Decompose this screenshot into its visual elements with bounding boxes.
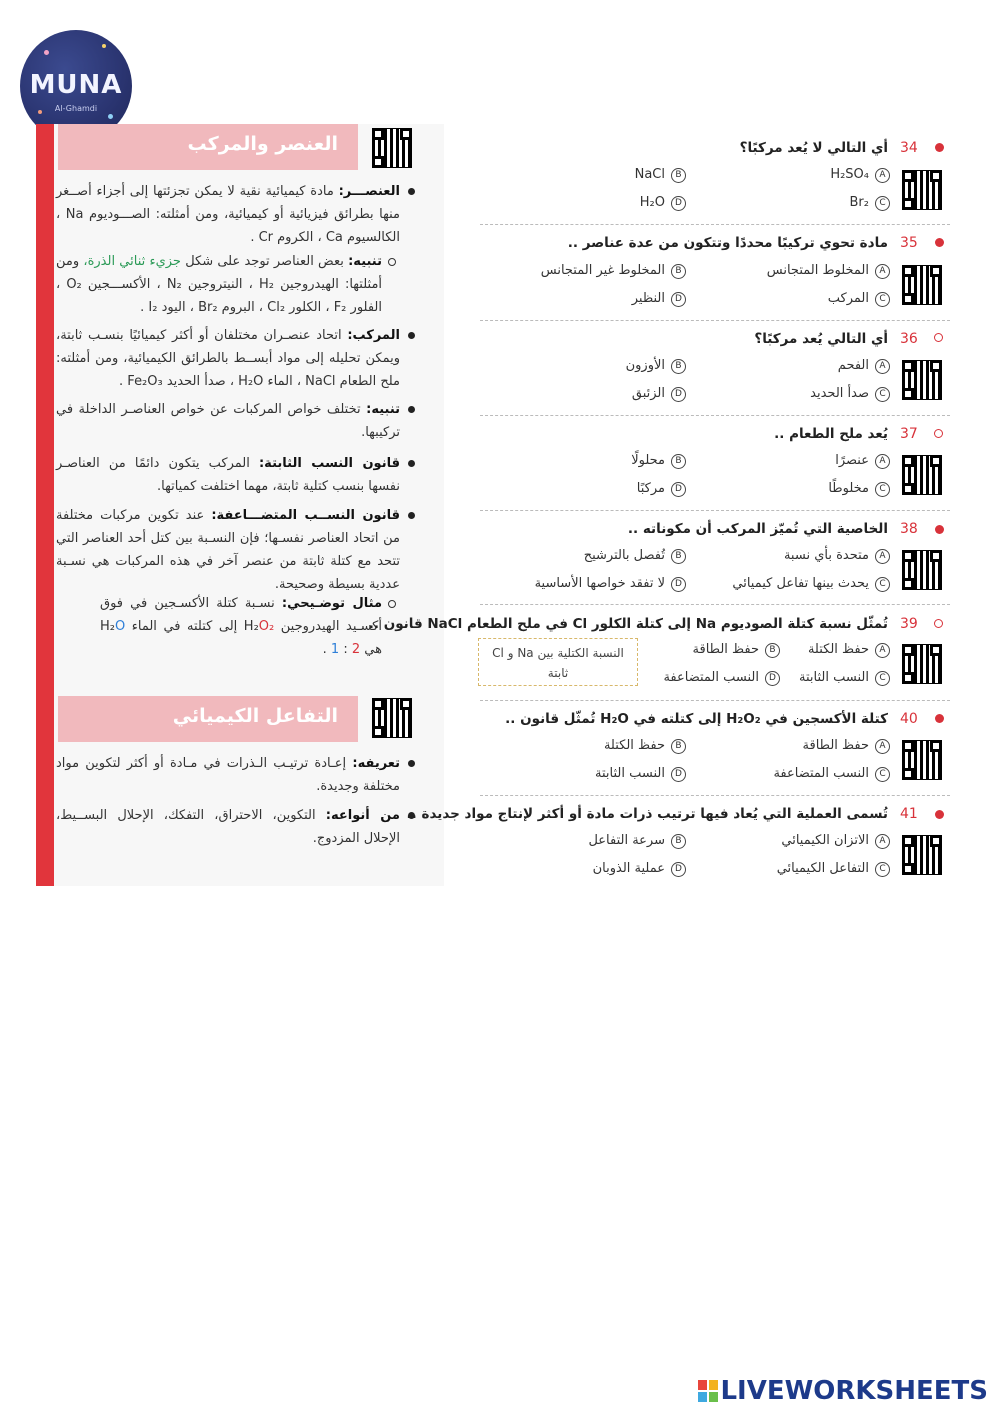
option-a[interactable]: Aالاتزان الكيميائي [781,833,890,849]
question-number: 35 [900,235,918,251]
option-d[interactable]: Dعملية الذوبان [593,861,686,877]
example-note: مثال توضـيحي: نسـبة كتلة الأكسـجين في فوق أكسـيد الهيدروجين H₂O₂ إلى كتلته في الماء H₂O هي 2 : 1 . [100,596,382,657]
question-number: 39 [900,616,918,632]
question-status-dot [935,714,944,723]
bullet-icon [408,188,415,195]
question-status-dot [935,810,944,819]
qr-code-icon[interactable] [902,550,942,590]
option-c[interactable]: Cمخلوطًا [828,481,890,497]
qr-code-icon[interactable] [902,740,942,780]
bullet-icon [408,332,415,339]
option-b[interactable]: Bسرعة التفاعل [588,833,686,849]
option-b[interactable]: Bتُفصل بالترشيح [584,548,686,564]
option-d[interactable]: Dلا تفقد خواصها الأساسية [535,576,686,592]
question-text: تُسمى العملية التي يُعاد فيها ترتيب ذرات مادة أو أكثر لإنتاج مواد جديدة .. [406,806,888,822]
divider [480,604,950,605]
bullet-icon [408,512,415,519]
logo-dot [108,114,113,119]
question-number: 36 [900,331,918,347]
option-c[interactable]: Cالنسب المتضاعفة [773,766,890,782]
question-status-dot [934,333,943,342]
qr-code-icon[interactable] [902,170,942,210]
reaction-types: من أنواعه: التكوين، الاحتراق، التفكك، الإحلال البســيط، الإحلال المزدوج. [56,808,400,846]
question-number: 37 [900,426,918,442]
option-a[interactable]: Aمتحدة بأي نسبة [784,548,890,564]
qr-code-icon[interactable] [902,644,942,684]
element-definition: العنصـــر: مادة كيميائية نقية لا يمكن تجزئتها إلى أجزاء أصــغر منها بطرائق فيزيائية أو كيميائية، ومن أمثلته: الصـــوديوم Na ، الكالسيوم Ca ، الكروم Cr . [56,184,400,245]
option-b[interactable]: Bالمخلوط غير المتجانس [541,263,686,279]
option-c[interactable]: Cيحدث بينها تفاعل كيميائي [732,576,890,592]
option-d[interactable]: Dمركبًا [637,481,686,497]
question-text: أي التالي يُعد مركبًا؟ [754,331,888,347]
logo-subtext: Al-Ghamdi [54,104,98,113]
qr-code-icon[interactable] [902,835,942,875]
diatomic-note: تنبيه: بعض العناصر توجد على شكل جزيء ثنائي الذرة، ومن أمثلتها: الهيدروجين H₂ ، النيتروجين N₂ ، الأكســـجين O₂ ، الفلور F₂ ، الكلور Cl₂ ، البروم Br₂ ، اليود I₂ . [56,254,383,315]
option-d[interactable]: Dالزئبق [632,386,686,402]
divider [480,510,950,511]
sub-bullet-icon [388,258,396,266]
section-title: التفاعل الكيميائي [172,705,338,727]
question-text: تُمثّل نسبة كتلة الصوديوم Na إلى كتلة الكلور Cl في ملح الطعام NaCl قانون .. [368,616,888,632]
divider [480,320,950,321]
logo-dot [102,44,106,48]
answer-hint-box: النسبة الكتلية بين Na و Cl ثابتة [478,638,638,686]
question-status-dot [935,143,944,152]
logo-dot [44,50,49,55]
section-heading-element-compound [58,124,358,170]
option-b[interactable]: Bحفظ الطاقة [693,642,780,658]
bullet-icon [408,406,415,413]
compound-definition: المركب: اتحاد عنصـران مختلفان أو أكثر كيميائيًا بنسـب ثابتة، ويمكن تحليله إلى مواد أبســط بالطرائق الكيميائية، ومن أمثلته: ملح الطعام NaCl ، الماء H₂O ، صدأ الحديد Fe₂O₃ . [56,328,400,389]
reaction-definition: تعريفه: إعـادة ترتيـب الـذرات في مـادة أو أكثر لتكوين مواد مختلفة وجديدة. [56,756,401,794]
question-number: 34 [900,140,918,156]
question-status-dot [934,429,943,438]
question-text: يُعد ملح الطعام .. [774,426,888,442]
option-c[interactable]: Cالتفاعل الكيميائي [777,861,890,877]
option-c[interactable]: Cالمركب [828,291,890,307]
option-d[interactable]: DH₂O [640,195,686,211]
question-status-dot [935,525,944,534]
option-b[interactable]: Bمحلولًا [631,453,686,469]
qr-code-icon[interactable] [902,360,942,400]
option-b[interactable]: BNaCl [635,167,686,183]
section-title: العنصر والمركب [187,133,338,155]
option-d[interactable]: Dالنسب المتضاعفة [663,670,780,686]
panel-accent-bar [36,124,54,886]
option-c[interactable]: Cصدأ الحديد [810,386,890,402]
option-a[interactable]: AH₂SO₄ [830,167,890,183]
law-multiple-proportions: قانون النســب المتضـــاعفة: عند تكوين مركبات مختلفة من اتحاد العناصر نفسـها؛ فإن النسـبة بين كتل أحد العناصر التي تتحد مع كتلة ثابتة من عنصر آخر في هذه المركبات هي نسـبة عددية بسيطة وصحيحة. [56,508,400,592]
question-text: الخاصية التي تُميّز المركب أن مكوناته .. [627,521,888,537]
option-c[interactable]: Cالنسب الثابتة [799,670,890,686]
section-heading-chemical-reaction [58,696,358,742]
option-a[interactable]: Aالفحم [838,358,890,374]
qr-code-icon[interactable] [372,128,412,168]
option-c[interactable]: CBr₂ [850,195,890,211]
question-text: أي التالي لا يُعد مركبًا؟ [739,140,888,156]
divider [480,224,950,225]
logo-text: MUNA [29,70,123,100]
qr-code-icon[interactable] [902,455,942,495]
liveworksheets-logo-icon [698,1380,718,1402]
question-status-dot [935,238,944,247]
bullet-icon [408,460,415,467]
option-b[interactable]: Bالأوزون [626,358,686,374]
question-number: 40 [900,711,918,727]
bullet-icon [408,760,415,767]
qr-code-icon[interactable] [902,265,942,305]
divider [480,700,950,701]
option-a[interactable]: Aحفظ الطاقة [803,738,890,754]
qr-code-icon[interactable] [372,698,412,738]
law-definite-proportions: قانون النسب الثابتة: المركب يتكون دائمًا من العناصـر نفسها بنسب كتلية ثابتة، مهما اختلفت كمياتها. [56,456,400,494]
option-d[interactable]: Dالنسب الثابتة [595,766,686,782]
divider [480,795,950,796]
question-text: كتلة الأكسجين في H₂O₂ إلى كتلته في H₂O تُمثّل قانون .. [505,711,888,727]
liveworksheets-watermark[interactable]: LIVEWORKSHEETS [720,1376,988,1406]
divider [480,415,950,416]
question-status-dot [934,619,943,628]
question-number: 41 [900,806,918,822]
option-b[interactable]: Bحفظ الكتلة [604,738,686,754]
question-text: مادة تحوي تركيبًا محددًا وتتكون من عدة عناصر .. [567,235,888,251]
question-number: 38 [900,521,918,537]
option-d[interactable]: Dالنظير [632,291,686,307]
compound-note: تنبيه: تختلف خواص المركبات عن خواص العناصـر الداخلة في تركيبها. [56,402,401,440]
option-a[interactable]: Aعنصرًا [835,453,890,469]
option-a[interactable]: Aحفظ الكتلة [808,642,890,658]
sub-bullet-icon [388,600,396,608]
option-a[interactable]: Aالمخلوط المتجانس [767,263,890,279]
